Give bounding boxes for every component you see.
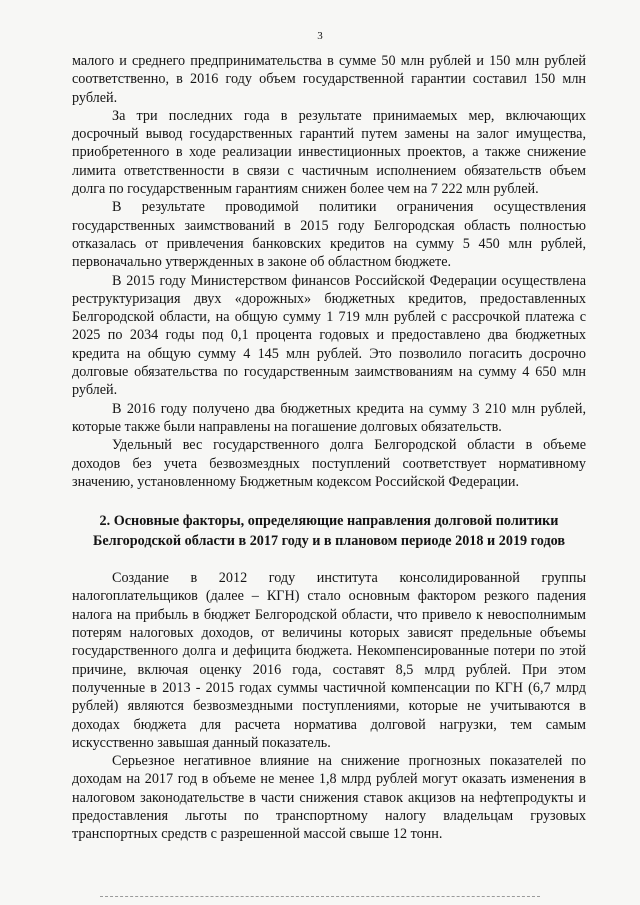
document-body bbox=[72, 52, 586, 844]
paragraph: В 2016 году получено два бюджетных кредита на сумму 3 210 млн рублей, которые также были направлены на погашение долговых обязательств. bbox=[72, 400, 586, 435]
paragraph: Создание в 2012 году института консолидированной группы налогоплательщиков (далее – КГН) стало основным фактором резкого падения налога на прибыль в бюджет Белгородской области, что привело к невосполнимым потерям налоговых доходов, от величины которых зависят предельные объемы государственного долга и дефицита бюджета. Некомпенсированные потери по этой причине, включая оценку 2016 года, составят 8,5 млрд рублей. При этом полученные в 2013 - 2015 годах суммы частичной компенсации по КГН (6,7 млрд рублей) являются безвозмездными поступлениями, которые не учитываются в доходах бюджета для расчета норматива долговой нагрузки, тем самым искусственно завышая данный показатель. bbox=[72, 570, 586, 751]
section-heading-line: Белгородской области в 2017 году и в плановом периоде 2018 и 2019 годов bbox=[92, 533, 566, 550]
bottom-rule bbox=[100, 896, 540, 897]
paragraph: Удельный вес государственного долга Белгородской области в объеме доходов без учета безвозмездных поступлений соответствует нормативному значению, установленному Бюджетным кодексом Российской Федерации. bbox=[72, 437, 586, 490]
paragraph: малого и среднего предпринимательства в сумме 50 млн рублей и 150 млн рублей соответственно, в 2016 году объем государственной гарантии составил 150 млн рублей. bbox=[72, 53, 586, 106]
paragraph: В результате проводимой политики ограничения осуществления государственных заимствований в 2015 году Белгородская область полностью отказалась от привлечения банковских кредитов на сумму 5 450 млн рублей, первоначально утвержденных в законе об областном бюджете. bbox=[72, 199, 586, 271]
paragraph: В 2015 году Министерством финансов Российской Федерации осуществлена реструктуризация двух «дорожных» бюджетных кредитов, предоставленных Белгородской области, на общую сумму 1 719 млн рублей с рассрочкой платежа с 2025 по 2034 годы под 0,1 процента годовых и предоставлено два бюджетных кредита на общую сумму 4 145 млн рублей. Это позволило погасить досрочно долговые обязательства по государственным заимствованиям на сумму 4 650 млн рублей. bbox=[72, 272, 586, 399]
section-heading-line: 2. Основные факторы, определяющие направления долговой политики bbox=[99, 513, 559, 530]
paragraph: Серьезное негативное влияние на снижение прогнозных показателей по доходам на 2017 год в объеме не менее 1,8 млрд рублей могут оказать изменения в налоговом законодательстве в части снижения ставок акцизов на нефтепродукты и предоставления льготы по транспортному налогу владельцам грузовых транспортных средств с разрешенной массой свыше 12 тонн. bbox=[72, 753, 586, 843]
page-number: 3 bbox=[317, 30, 323, 42]
paragraph: За три последних года в результате принимаемых мер, включающих досрочный вывод государственных гарантий путем замены на залог имущества, приобретенного в ходе реализации инвестиционных проектов, а также снижение лимита ответственности в связи с частичным исполнением обязательств объем долга по государственным гарантиям снижен более чем на 7 222 млн рублей. bbox=[72, 107, 586, 198]
section-heading bbox=[72, 511, 586, 551]
